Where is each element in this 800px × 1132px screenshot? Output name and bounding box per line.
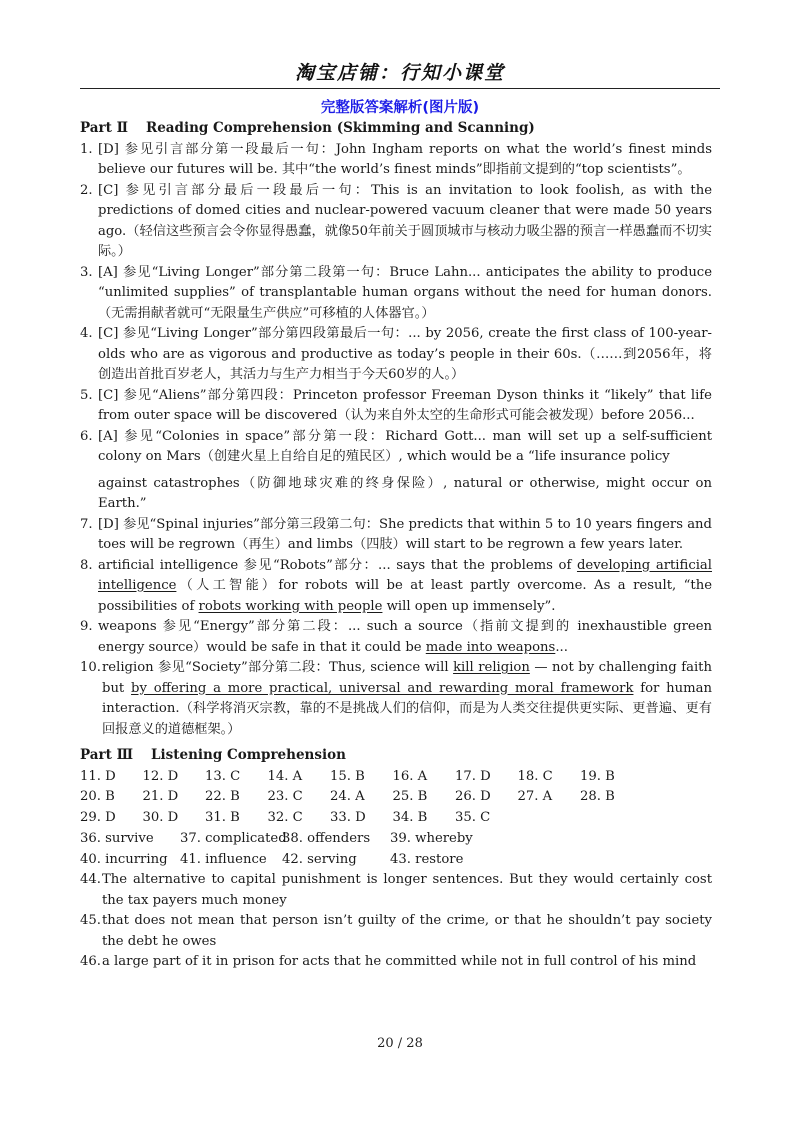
- sentence-item-44: [80, 870, 712, 911]
- word-cell: 39. whereby: [390, 831, 473, 846]
- part3-label: Part Ⅲ: [80, 747, 134, 763]
- word-grid: [80, 829, 712, 870]
- underlined-phrase: by offering a more practical, universal and rewarding moral framework: [131, 680, 634, 696]
- part2-heading: [80, 118, 712, 139]
- item-number: 45.: [80, 913, 101, 928]
- answer-cell: 27. A: [517, 789, 553, 804]
- item-text: religion 参见“Society”部分第二段：Thus, science will: [102, 660, 454, 675]
- answer-cell: 16. A: [392, 768, 428, 784]
- content: [80, 118, 712, 973]
- answer-cell: 21. D: [142, 789, 179, 804]
- word-cell: 41. influence: [180, 851, 267, 867]
- answer-item-5: [80, 386, 712, 427]
- answer-cell: 23. C: [267, 789, 303, 804]
- part3-title: Listening Comprehension: [151, 747, 346, 763]
- item-text: artificial intelligence 参见“Robots”部分：... says that the problems of: [98, 557, 577, 573]
- item-text: [A] 参见“Colonies in space”部分第一段：Richard Gott... man will set up a self-sufficient colony on Mars（创建火星上自给自足的殖民区）, which would be a “life insurance policy: [98, 428, 712, 464]
- part3-heading: [80, 745, 712, 766]
- answer-cell: 13. C: [205, 768, 241, 784]
- item-number: 4.: [80, 326, 93, 341]
- answer-cell: 17. D: [455, 768, 491, 784]
- answer-cell: 33. D: [330, 809, 366, 825]
- underlined-phrase: robots working with people: [198, 598, 383, 614]
- answer-cell: 24. A: [330, 789, 365, 804]
- part2-title: Reading Comprehension (Skimming and Scanning): [145, 120, 535, 136]
- item-text: for human interaction.（科学将消灭宗教，靠的不是挑战人们的信仰，而是为人类交往提供更实际、更普遍、更有回报意义的道德框架。）: [102, 680, 713, 737]
- answer-cell: 18. C: [517, 768, 553, 784]
- item-text: that does not mean that person isn’t guilty of the crime, or that he shouldn’t pay society the debt he owes: [102, 913, 712, 949]
- item-number: 5.: [80, 387, 93, 403]
- item-number: 8.: [80, 557, 93, 573]
- answer-item-8: [80, 556, 712, 618]
- item-text-cont: against catastrophes（防御地球灾难的终身保险）, natural or otherwise, might occur on Earth.”: [98, 475, 712, 511]
- item-number: 44.: [80, 872, 101, 887]
- item-text: [D] 参见引言部分第一段最后一句：John Ingham reports on what the world’s finest minds believe our futures will be. 其中“the world’s finest minds”即指前文提到的“top scientists”。: [98, 141, 712, 177]
- item-number: 6.: [80, 428, 93, 444]
- item-text: ...: [555, 639, 568, 655]
- answer-item-4: [80, 324, 712, 386]
- word-cell: 42. serving: [282, 851, 357, 867]
- item-text: — not by challenging faith but: [102, 660, 712, 696]
- part2-label: Part Ⅱ: [80, 120, 128, 136]
- answer-item-6: [80, 427, 712, 515]
- page-number: 20 / 28: [377, 1036, 423, 1051]
- answer-item-2: [80, 181, 712, 263]
- answer-cell: 20. B: [80, 789, 115, 804]
- answer-item-3: [80, 263, 712, 325]
- item-text: [D] 参见“Spinal injuries”部分第三段第二句：She predicts that within 5 to 10 years fingers and toes will be regrown（再生）and limbs（四肢）will start to be regrown a few years later.: [98, 516, 712, 552]
- word-cell: 38. offenders: [282, 831, 371, 846]
- item-text: weapons 参见“Energy”部分第二段：... such a source（指前文提到的 inexhaustible green energy source）would be safe in that it could be: [98, 619, 712, 655]
- answer-cell: 19. B: [580, 768, 615, 784]
- item-number: 3.: [80, 264, 93, 280]
- shop-header: 淘宝店铺：行知小课堂: [294, 62, 505, 84]
- answer-item-9: [80, 617, 712, 658]
- sentence-item-45: [80, 911, 712, 952]
- answer-cell: 26. D: [455, 789, 491, 804]
- answer-cell: 15. B: [330, 768, 365, 784]
- answer-cell: 22. B: [205, 789, 240, 804]
- underlined-phrase: developing artificial intelligence: [98, 557, 712, 593]
- answer-item-1: [80, 140, 712, 181]
- item-text: [C] 参见引言部分最后一段最后一句：This is an invitation to look foolish, as with the predictions of domed cities and nuclear-powered vacuum cleaner that were made 50 years ago.（轻信这些预言会令你显得愚蠢，就像50年前关于圆顶城市与核动力吸尘器的预言一样愚蠢而不切实际。）: [98, 182, 712, 259]
- answer-cell: 32. C: [267, 809, 303, 825]
- header-rule: [80, 88, 720, 89]
- item-text: （人工智能）for robots will be at least partly overcome. As a result, “the possibilities of: [98, 578, 712, 614]
- word-cell: 40. incurring: [80, 851, 168, 867]
- answer-cell: 34. B: [392, 809, 428, 825]
- answer-grid: [80, 767, 712, 829]
- item-number: 10.: [80, 660, 101, 675]
- answer-cell: 30. D: [142, 809, 179, 825]
- answer-cell: 25. B: [392, 789, 428, 804]
- answer-cell: 28. B: [580, 789, 615, 804]
- answer-cell: 14. A: [267, 768, 303, 784]
- item-text: a large part of it in prison for acts that he committed while not in full control of his mind: [102, 954, 697, 969]
- word-cell: 37. complicated: [180, 831, 287, 846]
- item-number: 1.: [80, 141, 93, 157]
- item-text: [C] 参见“Aliens”部分第四段：Princeton professor Freeman Dyson thinks it “likely” that life from outer space will be discovered（认为来自外太空的生命形式可能会被发现）before 2056...: [98, 387, 712, 423]
- item-text: The alternative to capital punishment is longer sentences. But they would certainly cost the tax payers much money: [102, 872, 712, 908]
- page-title: 完整版答案解析(图片版): [320, 100, 480, 116]
- answer-cell: 29. D: [80, 809, 116, 825]
- answer-item-10: [80, 658, 712, 740]
- item-number: 9.: [80, 619, 93, 634]
- item-number: 46.: [80, 954, 101, 969]
- item-number: 2.: [80, 182, 93, 198]
- item-text: will open up immensely”.: [382, 598, 556, 614]
- answer-cell: 35. C: [455, 809, 491, 825]
- answer-item-7: [80, 515, 712, 556]
- word-cell: 43. restore: [390, 851, 464, 867]
- item-text: [C] 参见“Living Longer”部分第四段第最后一句：... by 2056, create the first class of 100-year-olds who are as vigorous and productive as today’s people in their 60s.（……到2056年，将创造出首批百岁老人，其活力与生产力相当于今天60岁的人。）: [98, 326, 712, 382]
- answer-cell: 31. B: [205, 809, 240, 825]
- word-cell: 36. survive: [80, 831, 154, 846]
- item-text: [A] 参见“Living Longer”部分第二段第一句：Bruce Lahn... anticipates the ability to produce “unlimited supplies” of transplantable human organs without the need for human donors.（无需捐献者就可“无限量生产供应”可移植的人体器官。）: [98, 264, 712, 321]
- item-number: 7.: [80, 516, 93, 532]
- underlined-phrase: kill religion: [453, 660, 530, 675]
- answer-cell: 12. D: [142, 768, 179, 784]
- sentence-item-46: [80, 952, 712, 973]
- underlined-phrase: made into weapons: [425, 639, 556, 655]
- answer-cell: 11. D: [80, 768, 116, 784]
